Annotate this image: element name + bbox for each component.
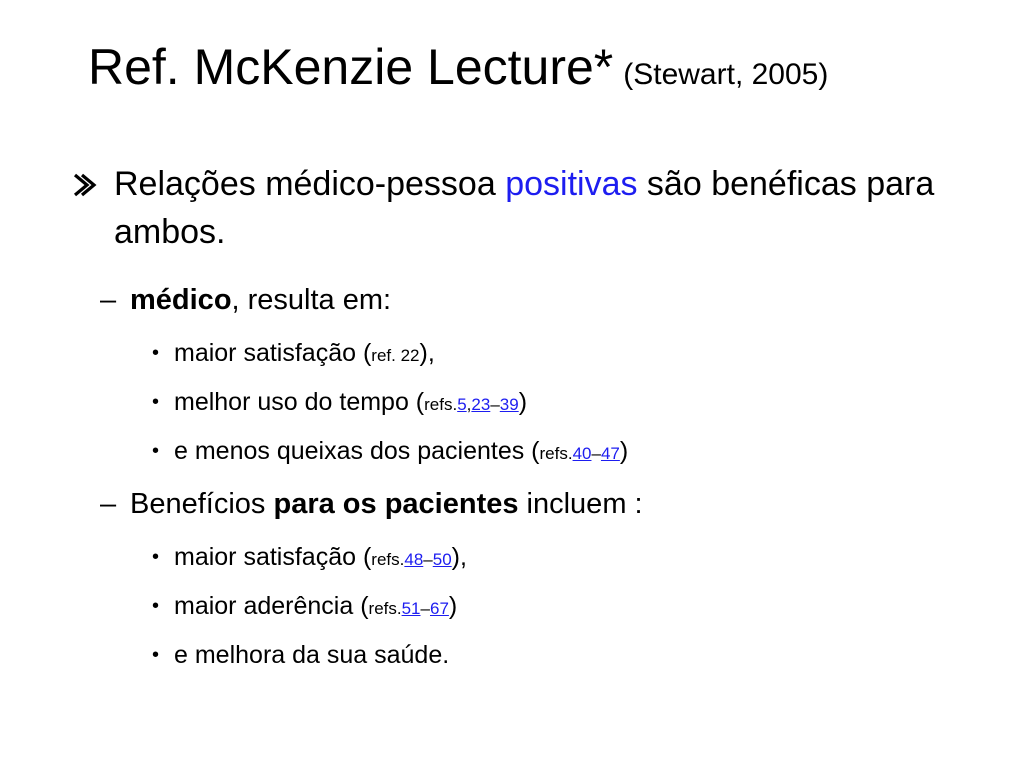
medico-item-text: melhor uso do tempo ( [174, 388, 425, 416]
bullet-1-post: são benéficas para ambos. [114, 165, 935, 251]
reference-link[interactable]: 39 [499, 395, 519, 414]
sub-bullet-medico [100, 282, 391, 318]
reference-link[interactable]: 5 [457, 395, 467, 414]
medico-item [152, 337, 435, 372]
medico-item-close: ) [619, 437, 629, 465]
medico-item [152, 386, 527, 421]
pacientes-item [152, 541, 467, 576]
reference-link[interactable]: 40 [572, 444, 592, 463]
bullet-1-highlight: positivas [505, 165, 638, 203]
arrow-bullet-icon [72, 172, 102, 198]
medico-item-close: ) [518, 388, 528, 416]
reference-link[interactable]: 51 [401, 599, 421, 618]
reference-separator: – [420, 599, 430, 618]
title-citation: (Stewart, 2005) [623, 58, 829, 91]
bullet-level-1 [72, 160, 1002, 256]
dot-bullet-icon: • [152, 546, 160, 568]
medico-rest: , resulta em: [231, 284, 392, 316]
slide-title [88, 39, 829, 95]
title-main: Ref. McKenzie Lecture* [88, 39, 614, 95]
pacientes-item [152, 639, 449, 673]
pacientes-item-text: maior aderência ( [174, 592, 369, 620]
pacientes-item-text: e melhora da sua saúde. [174, 641, 450, 669]
reference-link[interactable]: 23 [471, 395, 491, 414]
reference-label: refs. [368, 599, 402, 618]
pacientes-bold: para os pacientes [273, 488, 519, 520]
dash-bullet: – [100, 488, 117, 520]
pacientes-item-text: maior satisfação ( [174, 543, 372, 571]
medico-item-text: e menos queixas dos pacientes ( [174, 437, 540, 465]
dot-bullet-icon: • [152, 342, 160, 364]
reference-separator: – [591, 444, 601, 463]
reference-link[interactable]: 50 [432, 550, 452, 569]
dot-bullet-icon: • [152, 391, 160, 413]
bullet-1-text [114, 160, 1002, 256]
dot-bullet-icon: • [152, 440, 160, 462]
reference-link[interactable]: 67 [429, 599, 449, 618]
medico-item-close: ), [419, 339, 435, 367]
pacientes-item-close: ), [451, 543, 467, 571]
medico-bold: médico [130, 284, 232, 316]
reference-link[interactable]: 47 [600, 444, 620, 463]
medico-item [152, 435, 628, 470]
reference-label: ref. 22 [371, 346, 420, 365]
reference-label: refs. [424, 395, 458, 414]
reference-link[interactable]: 48 [404, 550, 424, 569]
pacientes-pre: Benefícios [130, 488, 274, 520]
pacientes-post: incluem : [518, 488, 643, 520]
pacientes-item-close: ) [448, 592, 458, 620]
dot-bullet-icon: • [152, 644, 160, 666]
reference-separator: – [490, 395, 500, 414]
medico-item-text: maior satisfação ( [174, 339, 372, 367]
dot-bullet-icon: • [152, 595, 160, 617]
pacientes-item [152, 590, 457, 625]
reference-separator: , [466, 395, 472, 414]
bullet-1-pre: Relações médico-pessoa [114, 165, 506, 203]
dash-bullet: – [100, 284, 117, 316]
reference-label: refs. [371, 550, 405, 569]
reference-separator: – [423, 550, 433, 569]
sub-bullet-pacientes [100, 486, 643, 522]
reference-label: refs. [539, 444, 573, 463]
